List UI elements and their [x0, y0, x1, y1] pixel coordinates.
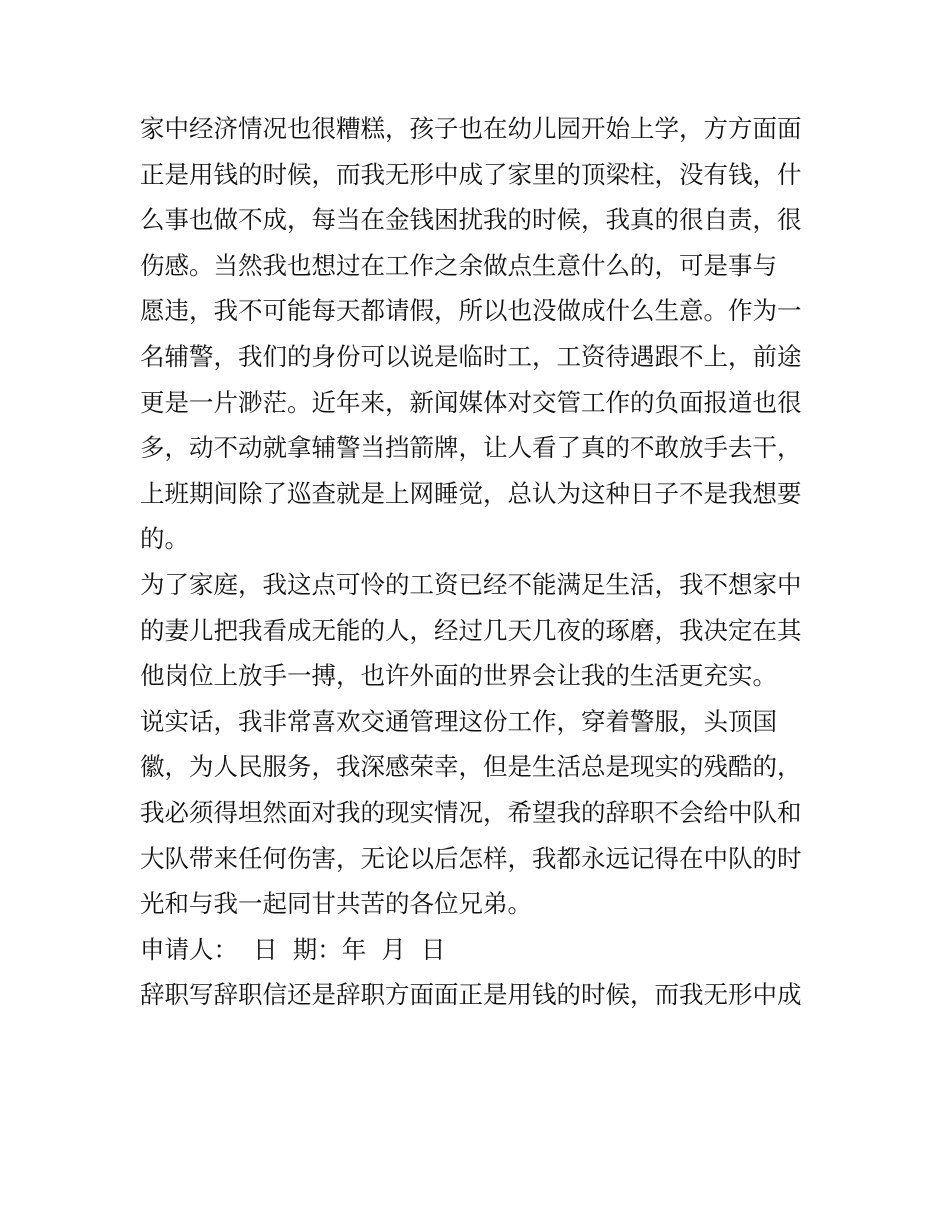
text-line: 伤感。当然我也想过在工作之余做点生意什么的，可是事与 [140, 250, 777, 280]
text-line: 名辅警，我们的身份可以说是临时工，工资待遇跟不上，前途 [140, 341, 802, 371]
text-line: 辞职写辞职信还是辞职方面面正是用钱的时候，而我无形中成 [140, 980, 802, 1010]
text-line: 他岗位上放手一搏，也许外面的世界会让我的生活更充实。 [140, 661, 777, 691]
text-line: 家中经济情况也很糟糕，孩子也在幼儿园开始上学，方方面面 [140, 114, 802, 143]
text-line: 光和与我一起同甘共苦的各位兄弟。 [140, 889, 532, 919]
text-line: 为了家庭，我这点可怜的工资已经不能满足生活，我不想家中 [140, 569, 802, 599]
text-line: 的。 [140, 524, 189, 554]
text-line: 正是用钱的时候，而我无形中成了家里的顶梁柱，没有钱，什 [140, 159, 802, 189]
text-line: 徽，为人民服务，我深感荣幸，但是生活总是现实的残酷的， [140, 752, 802, 782]
text-line: 更是一片渺茫。近年来，新闻媒体对交管工作的负面报道也很 [140, 387, 802, 417]
text-line: 多，动不动就拿辅警当挡箭牌，让人看了真的不敢放手去干， [140, 433, 802, 463]
text-line: 么事也做不成，每当在金钱困扰我的时候，我真的很自责，很 [140, 205, 802, 235]
text-line: 说实话，我非常喜欢交通管理这份工作，穿着警服，头顶国 [140, 706, 777, 736]
text-line: 的妻儿把我看成无能的人，经过几天几夜的琢磨，我决定在其 [140, 615, 802, 645]
text-line: 大队带来任何伤害，无论以后怎样，我都永远记得在中队的时 [140, 843, 802, 873]
text-line: 上班期间除了巡查就是上网睡觉，总认为这种日子不是我想要 [140, 478, 802, 508]
document-body [140, 106, 820, 1018]
signature-line: 申请人： 日 期：年 月 日 [140, 934, 446, 964]
text-line: 我必须得坦然面对我的现实情况，希望我的辞职不会给中队和 [140, 797, 802, 827]
text-line: 愿违，我不可能每天都请假，所以也没做成什么生意。作为一 [140, 296, 802, 326]
